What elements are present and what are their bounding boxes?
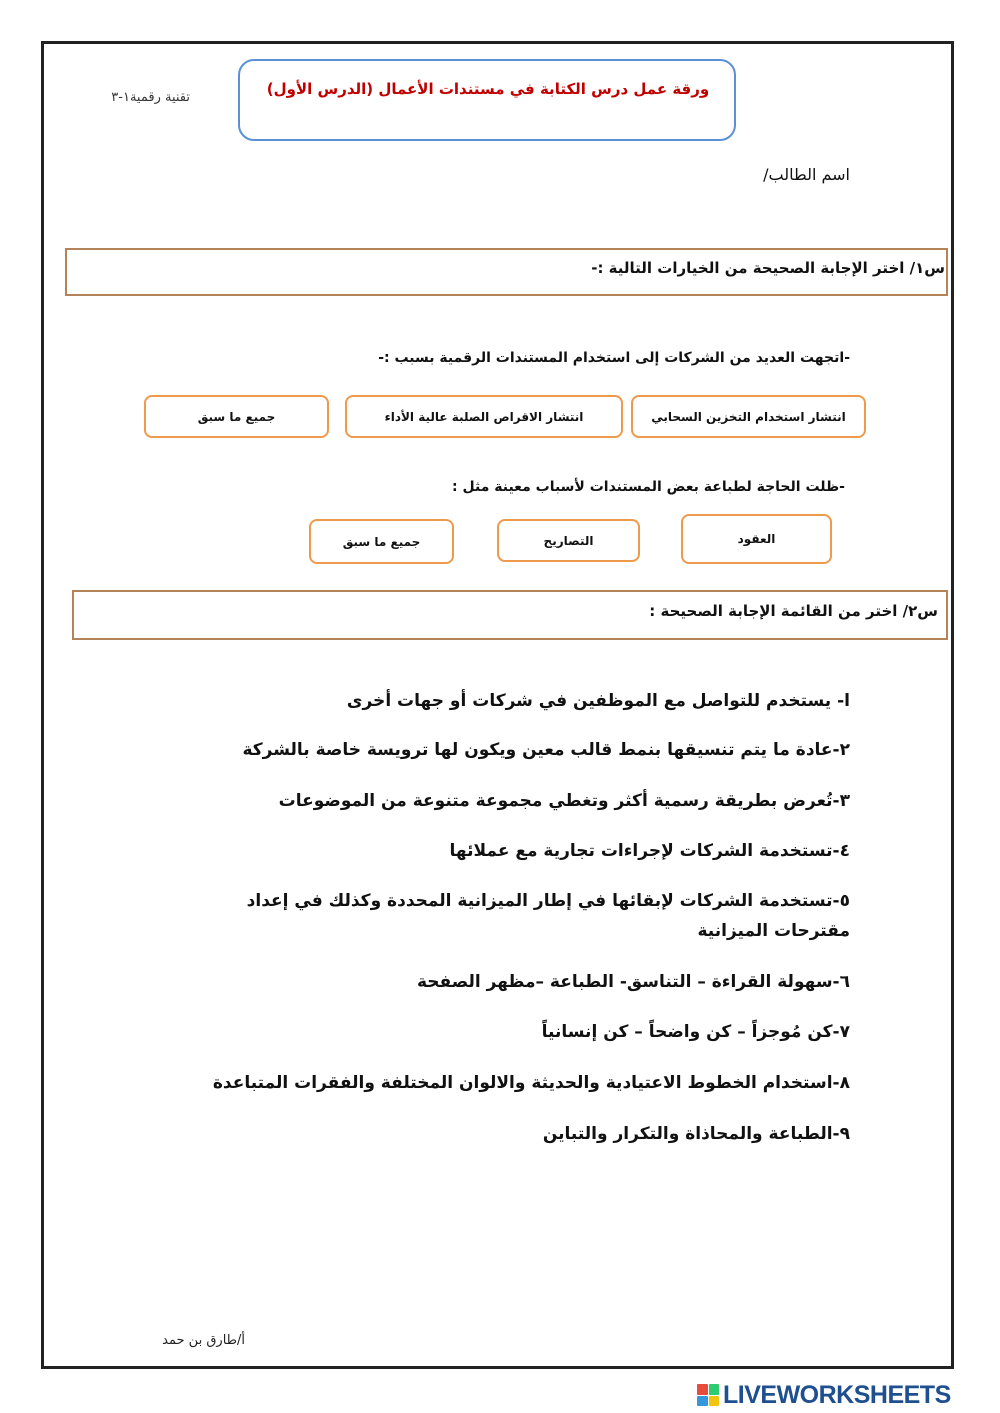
q1-item1-option-1[interactable]: انتشار استخدام التخزين السحابي [631, 395, 866, 438]
q2-item-5: ٥-تستخدمة الشركات لإبقائها في إطار الميزانية المحددة وكذلك في إعداد مقترحات الميزانية [246, 891, 850, 941]
q2-heading: س٢/ اختر من القائمة الإجابة الصحيحة : [649, 602, 938, 620]
q1-item2-option-2[interactable]: التصاريح [497, 519, 640, 562]
liveworksheets-logo-icon [697, 1384, 719, 1406]
q1-item1-stem: -اتجهت العديد من الشركات إلى استخدام المستندات الرقمية بسبب :- [378, 350, 850, 366]
q1-item2-stem: -ظلت الحاجة لطباعة بعض المستندات لأسباب معينة مثل : [452, 479, 845, 495]
q2-item-4: ٤-تستخدمة الشركات لإجراءات تجارية مع عملائها [449, 841, 850, 861]
q2-item-3: ٣-تُعرض بطريقة رسمية أكثر وتغطي مجموعة متنوعة من الموضوعات [278, 791, 850, 811]
student-name-label: اسم الطالب/ [763, 165, 850, 184]
liveworksheets-logo [697, 1380, 951, 1410]
q1-item1-option-3[interactable]: جميع ما سبق [144, 395, 329, 438]
q2-item-2: ٢-عادة ما يتم تنسيقها بنمط قالب معين ويكون لها ترويسة خاصة بالشركة [242, 740, 850, 760]
q1-item1-option-2[interactable]: انتشار الاقراص الصلبة عالية الأداء [345, 395, 623, 438]
q1-item2-option-3[interactable]: جميع ما سبق [309, 519, 454, 564]
liveworksheets-brand-text: LIVEWORKSHEETS [723, 1380, 951, 1409]
q1-heading: س١/ اختر الإجابة الصحيحة من الخيارات التالية :- [591, 259, 945, 277]
q2-item-9: ٩-الطباعة والمحاذاة والتكرار والتباين [542, 1124, 850, 1144]
q1-item2-option-1[interactable]: العقود [681, 514, 832, 564]
page-title: ورقة عمل درس الكتابة في مستندات الأعمال (الدرس الأول) [266, 80, 710, 98]
subject-label: تقنية رقمية١-٣ [111, 90, 190, 105]
teacher-name: أ/طارق بن حمد [162, 1333, 245, 1348]
q2-item-1: ا- يستخدم للتواصل مع الموظفين في شركات أو جهات أخرى [346, 691, 850, 711]
q2-item-7: ٧-كن مُوجزاً – كن واضحاً – كن إنسانياً [541, 1022, 850, 1042]
q2-item-6: ٦-سهولة القراءة – التناسق- الطباعة –مظهر الصفحة [416, 972, 850, 992]
title-box [238, 59, 736, 141]
q2-item-8: ٨-استخدام الخطوط الاعتيادية والحديثة والالوان المختلفة والفقرات المتباعدة [212, 1073, 850, 1093]
